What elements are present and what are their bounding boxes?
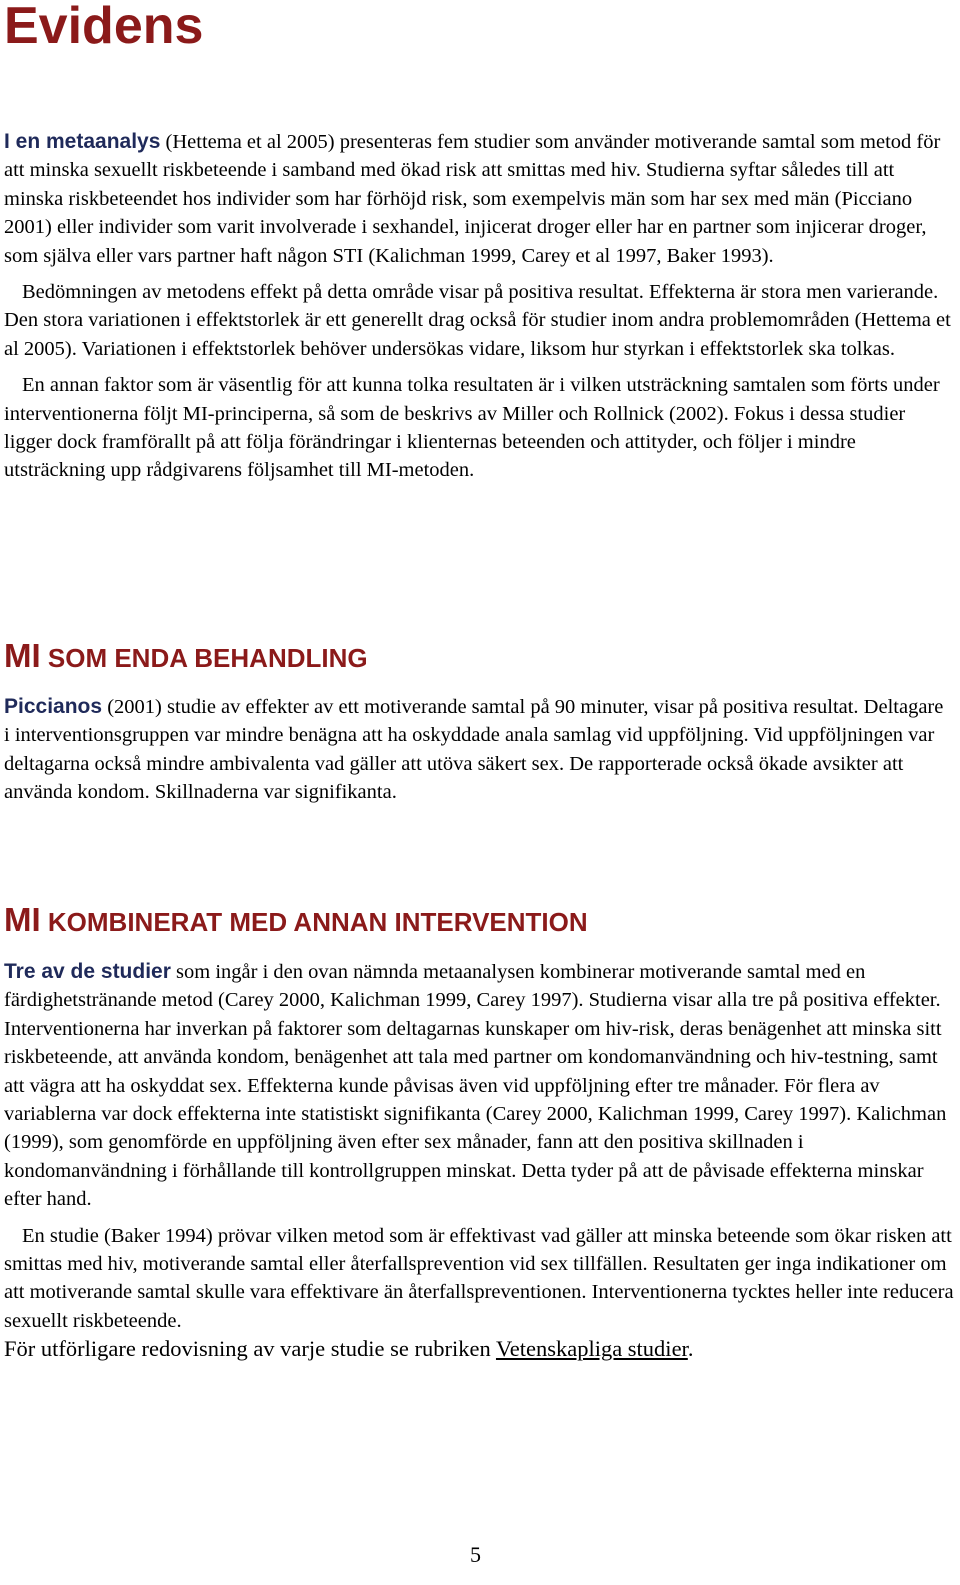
page-title: Evidens [4,0,204,55]
section1-p1-text: (2001) studie av effekter av ett motiverande samtal på 90 minuter, visar på positiva resultat. Deltagare i interventionsgruppen var mindre benägna att ha oskyddade anala samlag vid uppföljning. Vid uppföljningen var deltagarna också mindre ambivalenta vad gäller att utöva säkert sex. De rapporterade också ökade avsikter att använda kondom. Skillnaderna var signifikanta. [4,696,944,804]
section2-p1-text: som ingår i den ovan nämnda metaanalysen kombinerar motiverande samtal med en färdighetstränande metod (Carey 2000, Kalichman 1999, Carey 1997). Studierna visar alla tre på positiva effekter. Interventionerna har inverkan på faktorer som deltagarnas kunskaper om hiv-risk, deras benägenhet att minska sitt riskbeteende, att använda kondom, benägenhet att tala med partner om kondomanvändning och hiv-testning, samt att vägra att ha oskyddat sex. Effekterna kunde påvisas även vid uppföljning efter tre månader. För flera av variablerna var dock effekterna inte statistiskt signifikanta (Carey 2000, Kalichman 1999, Carey 1997). Kalichman (1999), som genomförde en uppföljning även efter sex månader, fann att den positiva skillnaden i kondomanvändning i förhållande till kontrollgruppen minskat. Detta tyder på att de påvisade effekterna minskar efter hand. [4,961,947,1211]
heading-rest: KOMBINERAT MED ANNAN INTERVENTION [40,907,588,937]
intro-paragraph-1 [4,128,954,270]
section2-lead: Tre av de studier [4,960,171,983]
reference-end: . [687,1336,694,1362]
section1-lead: Piccianos [4,695,103,718]
intro-section [4,128,954,485]
reference-text: För utförligare redovisning av varje studie se rubriken [4,1336,496,1362]
section-heading-mi-only [4,636,368,680]
section-heading-mi-combined [4,900,588,944]
intro-paragraph-2: Bedömningen av metodens effekt på detta område visar på positiva resultat. Effekterna är stora men varierande. Den stora variationen i effektstorlek är ett generellt drag också för studier inom andra problemområden (Hettema et al 2005). Variationen i effektstorlek behöver undersökas vidare, liksom hur styrkan i effektstorlek ska tolkas. [4,281,951,360]
heading-mi: MI [4,901,41,938]
page-number: 5 [470,1542,481,1567]
heading-rest: SOM ENDA BEHANDLING [40,643,368,673]
vetenskapliga-studier-link[interactable]: Vetenskapliga studier [495,1336,688,1362]
intro-paragraph-3: En annan faktor som är väsentlig för att kunna tolka resultaten är i vilken utsträckning samtalen som förts under interventionerna följt MI-principerna, så som de beskrivs av Miller och Rollnick (2002). Fokus i dessa studier ligger dock framförallt på att följa förändringar i klienternas beteenden och attityder, och följer i mindre utsträckning upp rådgivarens följsamhet till MI-metoden. [4,374,940,482]
section2-paragraph-3 [4,1335,954,1363]
section2-paragraph-2: En studie (Baker 1994) prövar vilken metod som är effektivast vad gäller att minska beteende som ökar risken att smittas med hiv, motiverande samtal eller återfallsprevention vid sex tillfällen. Resultaten ger inga indikationer om att motiverande samtal skulle vara effektivare än återfallspreventionen. Interventionerna tycktes heller inte reducera sexuellt riskbeteende. [4,1224,954,1332]
intro-p1-text: (Hettema et al 2005) presenteras fem studier som använder motiverande samtal som metod för att minska sexuellt riskbeteende i samband med ökad risk att smittas med hiv. Studierna syftar således till att minska riskbeteendet hos individer som har förhöjd risk, som exempelvis män som har sex med män (Picciano 2001) eller individer som varit involverade i sexhandel, injicerat droger eller har en partner som injicerar droger, som själva eller vars partner haft någon STI (Kalichman 1999, Carey et al 1997, Baker 1993). [4,131,941,267]
intro-lead: I en metaanalys [4,130,161,153]
section1-paragraph [4,693,954,807]
section1-body [4,693,954,807]
heading-mi: MI [4,637,41,674]
section2-paragraph-1 [4,958,954,1214]
section2-body [4,958,954,1364]
